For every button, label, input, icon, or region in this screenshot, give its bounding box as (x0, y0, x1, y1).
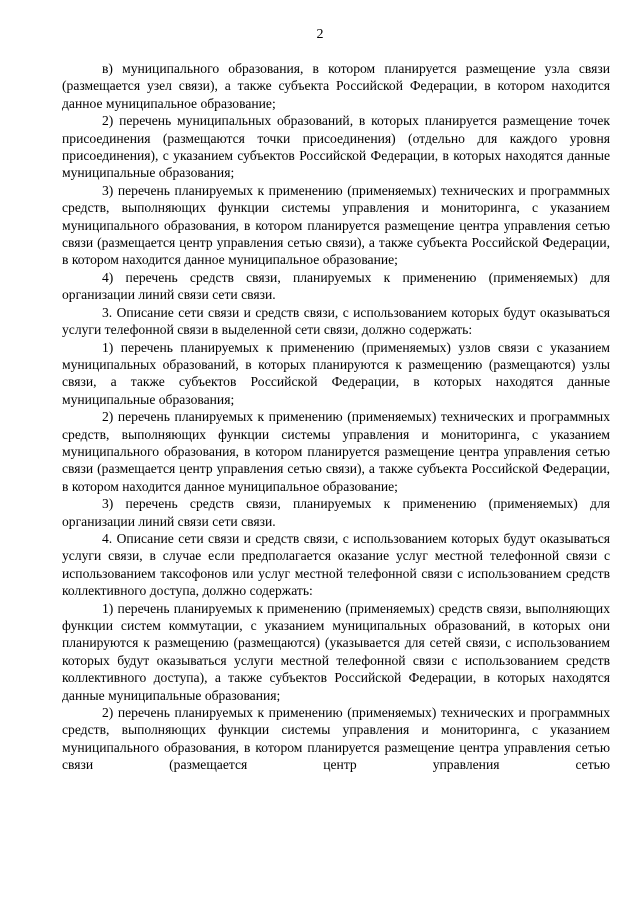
paragraph: 4) перечень средств связи, планируемых к применению (применяемых) для организации линий связи сети связи. (62, 269, 610, 303)
paragraph: 2) перечень планируемых к применению (применяемых) технических и программных средств, выполняющих функции системы управления и мониторинга, с указанием муниципального образования, в котором планируется размещение центра управления сетью связи (размещается центр управления сетью (62, 705, 610, 773)
paragraph: 1) перечень планируемых к применению (применяемых) узлов связи с указанием муниципальных образований, в которых планируются к размещению (размещаются) узлы связи, а также субъектов Российской Федерации, в которых находятся данные муниципальные образования; (62, 339, 610, 407)
paragraph: 2) перечень планируемых к применению (применяемых) технических и программных средств, выполняющих функции системы управления и мониторинга, с указанием муниципального образования, в котором планируется размещение центра управления сетью связи (размещается центр управления сетью связи), а также субъекта Российской Федерации, в котором находится данное муниципальное образование; (62, 409, 610, 494)
paragraph: 3) перечень планируемых к применению (применяемых) технических и программных средств, выполняющих функции системы управления и мониторинга, с указанием муниципального образования, в котором планируется размещение центра управления сетью связи (размещается центр управления сетью связи), а также субъекта Российской Федерации, в котором находится данное муниципальное образование; (62, 182, 610, 268)
paragraph: 1) перечень планируемых к применению (применяемых) средств связи, выполняющих функции систем коммутации, с указанием муниципальных образований, в которых они планируются к размещению (размещаются) (указывается для сетей связи, с использованием которых будут оказываться услуги местной телефонной связи с использованием средств коллективного доступа), а также субъектов Российской Федерации, в которых находятся данные муниципальные образования; (62, 600, 610, 703)
document-body (62, 60, 610, 774)
paragraph: 2) перечень муниципальных образований, в которых планируется размещение точек присоединения (размещаются точки присоединения) (отдельно для каждого уровня присоединения), с указанием субъектов Российской Федерации, в которых находятся данные муниципальные образования; (62, 113, 610, 181)
paragraph: 4. Описание сети связи и средств связи, с использованием которых будут оказываться услуги связи, в случае если предполагается оказание услуг местной телефонной связи с использованием таксофонов или услуг местной телефонной связи с использованием средств коллективного доступа, должно содержать: (62, 530, 610, 599)
page-number: 2 (316, 27, 324, 42)
paragraph: в) муниципального образования, в котором планируется размещение узла связи (размещается узел связи), а также субъекта Российской Федерации, в котором находится данное муниципальное образование; (62, 61, 610, 111)
paragraph: 3) перечень средств связи, планируемых к применению (применяемых) для организации линий связи сети связи. (62, 496, 610, 529)
paragraph: 3. Описание сети связи и средств связи, с использованием которых будут оказываться услуги телефонной связи в выделенной сети связи, должно содержать: (62, 304, 610, 338)
